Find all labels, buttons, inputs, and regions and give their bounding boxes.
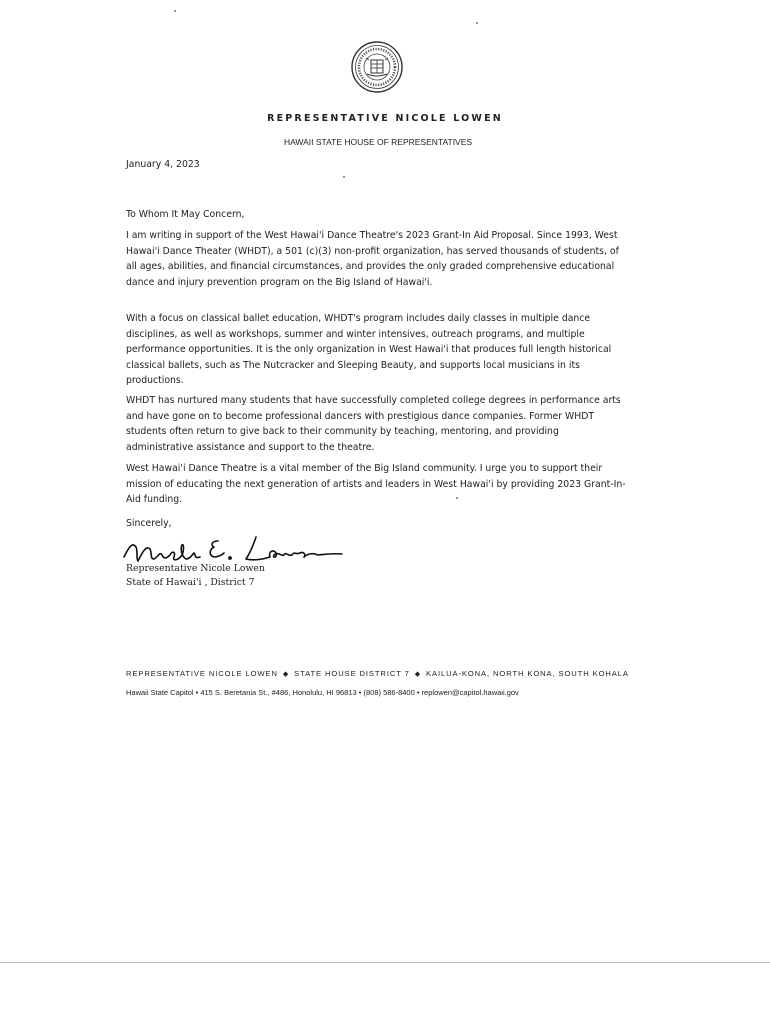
diamond-separator-icon: ◆ (414, 671, 422, 678)
signer-district: State of Hawai'i , District 7 (126, 577, 255, 588)
footer-line-1 (126, 669, 646, 678)
diamond-separator-icon: ◆ (282, 671, 290, 678)
footer-region: KAILUA-KONA, NORTH KONA, SOUTH KOHALA (426, 669, 629, 678)
paragraph-2: With a focus on classical ballet education, WHDT's program includes daily classes in multiple dance disciplines, as well as workshops, summer and winter intensives, outreach programs, and multiple performance opportunities. It is the only organization in West Hawai'i that produces full length historical classical ballets, such as The Nutcracker and Sleeping Beauty, and supports local musicians in its productions. (126, 313, 612, 386)
letter-date: January 4, 2023 (126, 159, 200, 170)
scan-speck (343, 176, 345, 178)
closing: Sincerely, (126, 518, 172, 529)
paragraph-1: I am writing in support of the West Hawai'i Dance Theatre's 2023 Grant-In Aid Proposal. Since 1993, West Hawai'i Dance Theater (WHDT), a 501 (c)(3) non-profit organization, has served thousands of students, of all ages, abilities, and financial circumstances, and provides the only graded comprehensive educational dance and injury prevention program on the Big Island of Hawai'i. (126, 230, 619, 288)
footer-district: STATE HOUSE DISTRICT 7 (294, 669, 410, 678)
paragraph-4: West Hawai'i Dance Theatre is a vital member of the Big Island community. I urge you to support their mission of educating the next generation of artists and leaders in West Hawai'i by providing 2023 Grant-In-Aid funding. (126, 463, 626, 505)
footer-contact-line: Hawaii State Capitol • 415 S. Beretania St., #486, Honolulu, HI 96813 • (808) 586-8400 • replowen@capitol.hawaii.gov (126, 688, 519, 697)
state-seal-icon (350, 40, 404, 94)
letterhead-subtitle: HAWAII STATE HOUSE OF REPRESENTATIVES (283, 137, 473, 147)
letterhead-title: REPRESENTATIVE NICOLE LOWEN (267, 113, 503, 124)
footer-office: REPRESENTATIVE NICOLE LOWEN (126, 669, 278, 678)
paragraph-3: WHDT has nurtured many students that have successfully completed college degrees in performance arts and have gone on to become professional dancers with prestigious dance companies. Former WHDT students often return to give back to their community by teaching, mentoring, and providing administrative assistance and support to the theatre. (126, 395, 621, 453)
scan-speck (456, 497, 458, 499)
scan-speck (476, 22, 478, 24)
salutation: To Whom It May Concern, (126, 209, 245, 220)
scan-edge-line (0, 962, 770, 963)
signer-name: Representative Nicole Lowen (126, 563, 265, 574)
scan-speck (174, 10, 176, 12)
